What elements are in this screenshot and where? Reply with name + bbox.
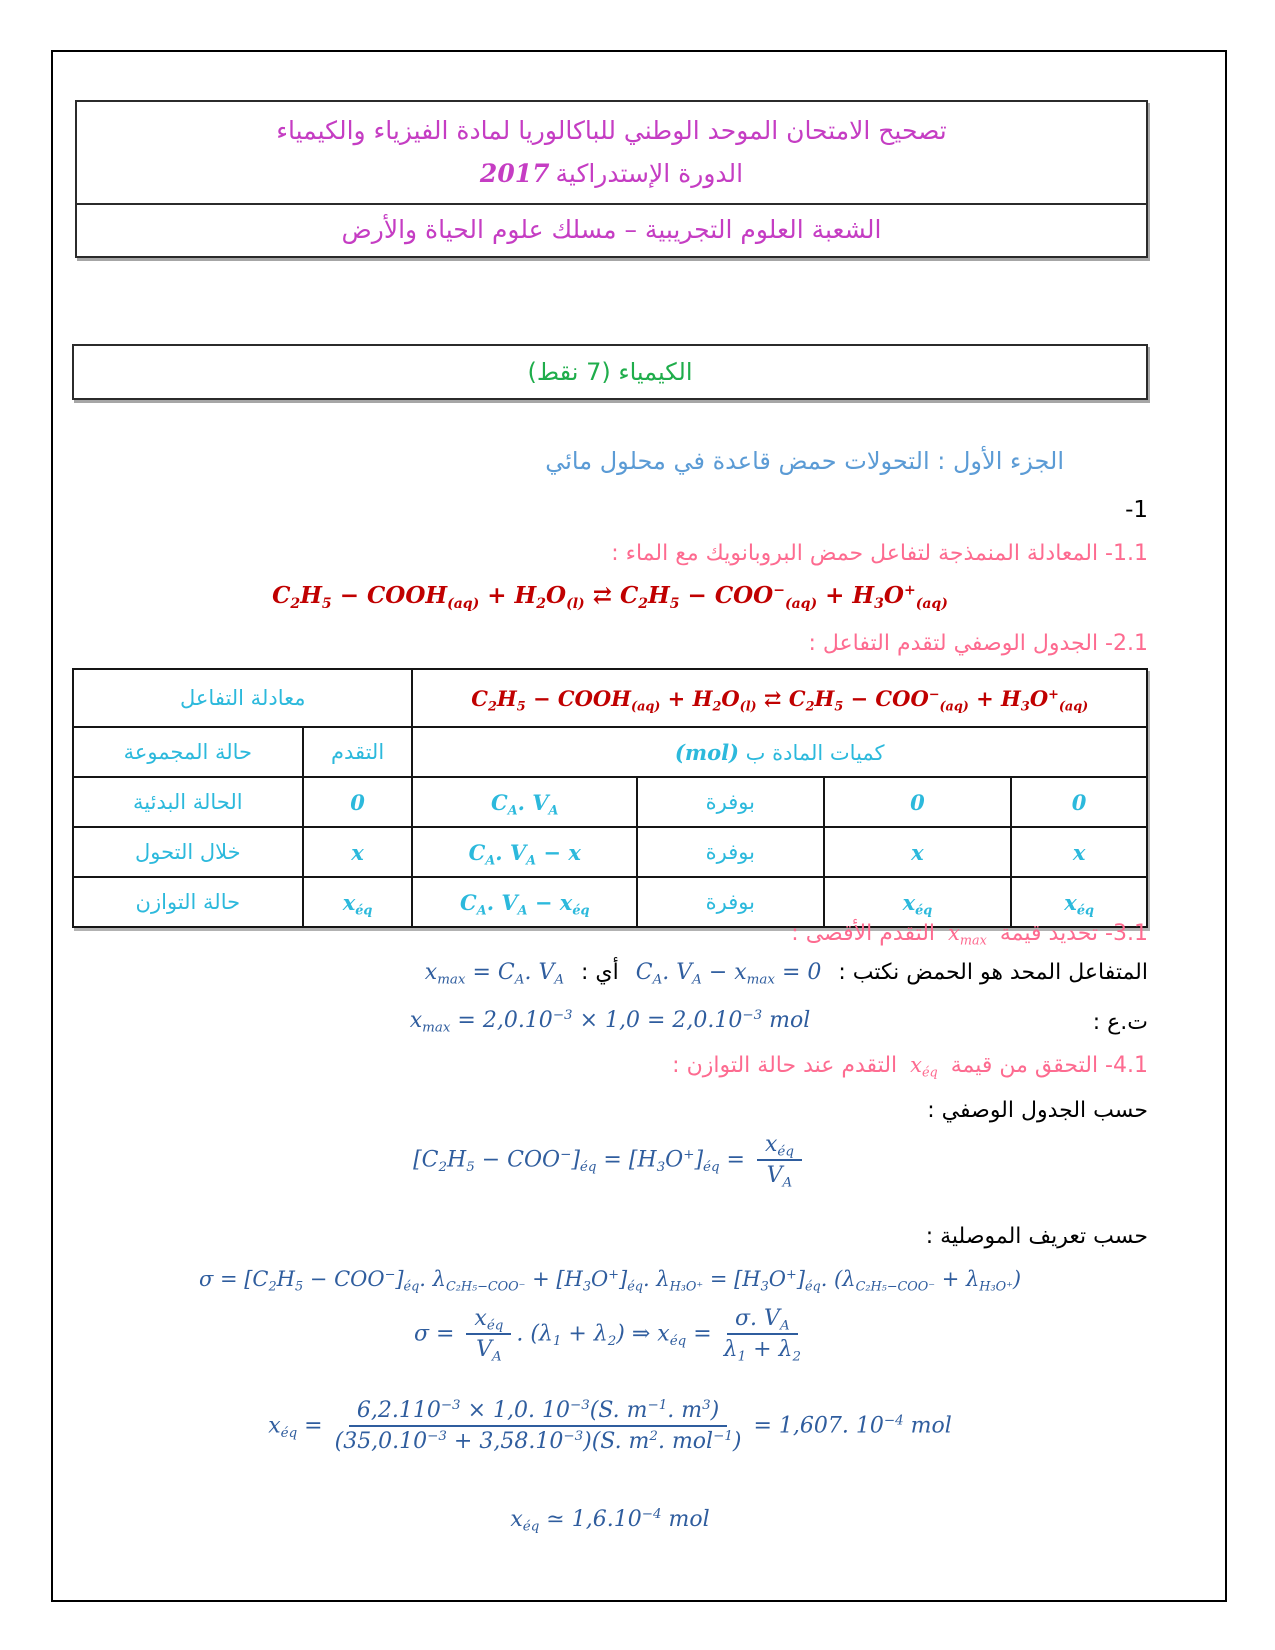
heading-3-1-xmax: $x_{max}$ [948, 921, 987, 949]
exam-header-bottom [77, 205, 1146, 254]
table-row-during [73, 827, 1147, 877]
conductivity-note: حسب تعريف الموصلية : [925, 1224, 1148, 1249]
exam-header-box [75, 100, 1148, 258]
equation-row-label: معادلة التفاعل [73, 669, 412, 727]
during-oxonium-amount: x [1011, 827, 1147, 877]
chemistry-banner [72, 344, 1148, 400]
table-reaction-equation: $C_2H_5$ − $COOH_{(aq)} + H_2O_{(l)}$ ⇄ $C_2H_5 - COO^-_{(aq)} + H_3O^+_{(aq)}$ [412, 669, 1147, 727]
limiting-ie-text: أي : [574, 960, 619, 985]
amounts-header [412, 727, 1147, 777]
per-table-note: حسب الجدول الوصفي : [927, 1098, 1148, 1123]
session-year: 2017 [479, 159, 550, 189]
during-state-label: خلال التحول [73, 827, 303, 877]
heading-4-1-xeq: $x_{éq}$ [910, 1053, 938, 1081]
limiting-reactant-line [72, 960, 1148, 988]
during-acid-amount: $C_A$. $V_A - x$ [412, 827, 637, 877]
amounts-header-text: كميات المادة ب [738, 740, 885, 765]
equilibrium-progress: $x_{éq}$ [303, 877, 413, 927]
xmax-expression: $x_{max} = C_A$. $V_A$ [424, 960, 565, 988]
initial-progress: 0 [303, 777, 413, 827]
amounts-header-unit: (mol) [674, 739, 739, 765]
equilibrium-carboxylate-amount: $x_{éq}$ [824, 877, 1012, 927]
heading-3-1-pre: 3.1- تحديد قيمة [992, 921, 1148, 946]
initial-carboxylate-amount: 0 [824, 777, 1012, 827]
session-line [480, 159, 743, 189]
exam-title: تصحيح الامتحان الموحد الوطني للباكالوريا لمادة الفيزياء والكيمياء [276, 115, 947, 145]
chemistry-banner-label: الكيمياء (7 نقط) [527, 358, 693, 386]
xeq-result: $x_{éq}$ ≃ $1,6.10^{-4}$ mol [510, 1506, 710, 1535]
initial-state-label: الحالة البدئية [73, 777, 303, 827]
sigma-equation: $\sigma = [C_2H_5 - COO^-]_{éq}$. $\lambda_{C_2H_5-COO^-} + [H_3O^+]_{éq}$. $\lambda_{H_3O^+} = [H_3O^+]_{éq}$. $(\lambda_{C_2H_5-COO^-} + \lambda_{H_3O^+})$ [198, 1267, 1022, 1295]
progress-column-header: التقدم [303, 727, 413, 777]
heading-3-1-post: التقدم الأقصى : [791, 921, 943, 946]
branch-label: الشعبة العلوم التجريبية – مسلك علوم الحياة والأرض [341, 214, 882, 244]
progress-table [72, 668, 1148, 928]
table-header-row [73, 727, 1147, 777]
equilibrium-acid-amount: $C_A$. $V_A - x_{éq}$ [412, 877, 637, 927]
limiting-reactant-text: المتفاعل المحد هو الحمض نكتب : [838, 960, 1148, 985]
table-row-initial [73, 777, 1147, 827]
initial-oxonium-amount: 0 [1011, 777, 1147, 827]
initial-water-amount: بوفرة [637, 777, 824, 827]
session-label: الدورة الإستدراكية [555, 159, 744, 189]
heading-4-1-post: التقدم عند حالة التوازن : [672, 1053, 905, 1078]
part1-title: الجزء الأول : التحولات حمض قاعدة في محلول مائي [545, 447, 1064, 475]
question1-number-text: -1 [1125, 497, 1148, 523]
numeric-application-label: ت.ع : [1092, 1010, 1148, 1035]
limiting-condition-equation: $C_A$. $V_A - x_{max} = 0$ [635, 960, 822, 988]
during-progress: x [303, 827, 413, 877]
exam-header-top [77, 102, 1146, 205]
main-reaction-equation: $C_2H_5$ − $COOH_{(aq)} + H_2O_{(l)}$ ⇄ $C_2H_5 - COO^-_{(aq)} + H_3O^+_{(aq)}$ [272, 582, 948, 612]
during-carboxylate-amount: x [824, 827, 1012, 877]
equilibrium-state-label: حالة التوازن [73, 877, 303, 927]
equilibrium-oxonium-amount: $x_{éq}$ [1011, 877, 1147, 927]
state-column-header: حالة المجموعة [73, 727, 303, 777]
heading-2-1: 2.1- الجدول الوصفي لتقدم التفاعل : [808, 631, 1148, 656]
heading-4-1 [72, 1052, 1148, 1081]
numeric-application-line [72, 1008, 1148, 1044]
question1-number [72, 497, 1148, 523]
initial-acid-amount: $C_A$. $V_A$ [412, 777, 637, 827]
concentration-equation: $[C_2H_5 - COO^-]_{éq} = [H_3O^+]_{éq}$ = $\frac{x_{éq}}{V_A}$ [72, 1132, 1148, 1189]
heading-3-1 [72, 920, 1148, 949]
xeq-calculation: $x_{éq}$ = $\frac{6,2.110^{-3} \times 1,0. 10^{-3}(S. m^{-1}. m^3)}{(35,0.10^{-3} + 3,58.10^{-3})(S. m^2. mol^{-1})}$ = 1,607. $10^{-4}$ mol [268, 1397, 952, 1455]
equilibrium-water-amount: بوفرة [637, 877, 824, 927]
table-equation-row [73, 669, 1147, 727]
heading-1-1: 1.1- المعادلة المنمذجة لتفاعل حمض البروبانويك مع الماء : [611, 541, 1148, 566]
heading-4-1-pre: 4.1- التحقق من قيمة [943, 1053, 1148, 1078]
during-water-amount: بوفرة [637, 827, 824, 877]
xmax-calculation: $x_{max} = 2,0.10^{-3} \times 1,0 = 2,0.10^{-3}$ mol [409, 1007, 811, 1036]
sigma-xeq-equation: σ = $\frac{x_{éq}}{V_A}$ . $(\lambda_1 + \lambda_2)$ ⇒ $x_{éq}$ = $\frac{\sigma. V_A}{\lambda_1 + \lambda_2}$ [413, 1306, 802, 1365]
